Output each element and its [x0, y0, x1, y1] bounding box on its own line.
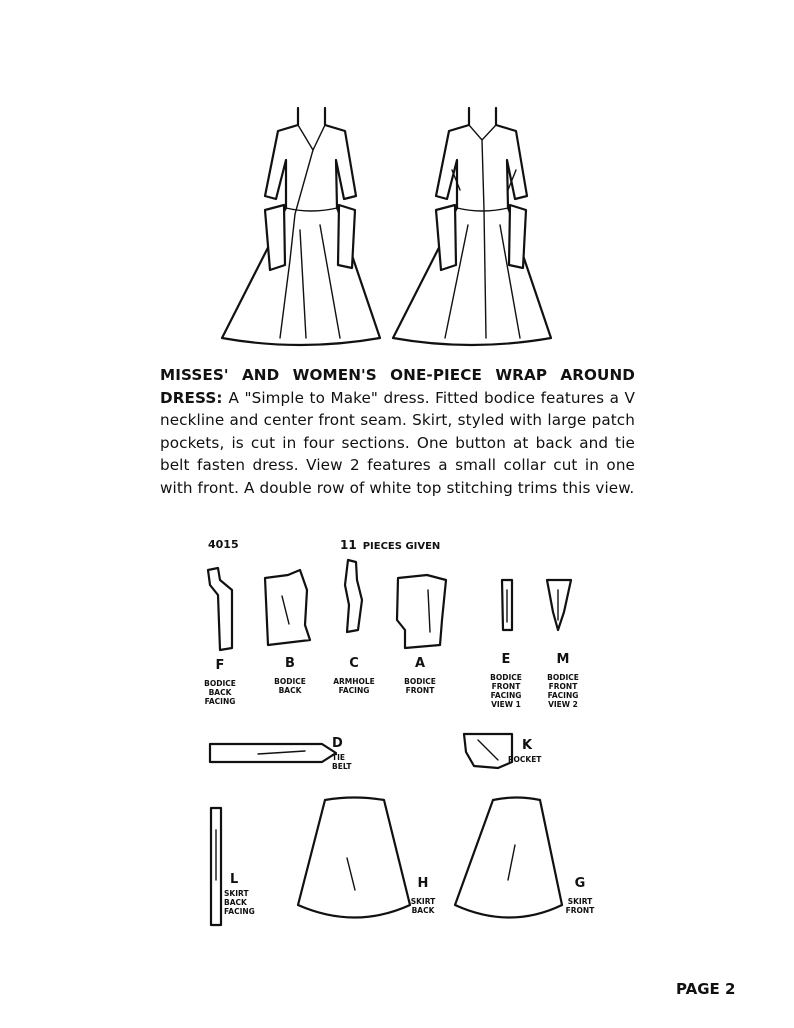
piece-shape-f [208, 568, 232, 650]
piece-shape-c [345, 560, 362, 632]
piece-c [330, 656, 378, 695]
pattern-number: 4015 [208, 538, 239, 551]
piece-letter: E [501, 652, 511, 667]
piece-letter: L [230, 872, 239, 887]
piece-e [484, 652, 528, 709]
piece-shape-k [464, 734, 512, 768]
description-body: A "Simple to Make" dress. Fitted bodice features a V neckline and center front seam. Skirt, styled with large patch pockets, is cut in four sections. One button at back and tie belt fasten dress. View 2 features a small collar cut in one with front. A double row of white top stitching trims this view. [160, 388, 636, 497]
piece-g [564, 876, 596, 915]
piece-h [408, 876, 438, 915]
piece-name: ARMHOLE FACING [333, 677, 375, 695]
piece-name: BODICE BACK FACING [204, 679, 236, 706]
piece-m [541, 652, 585, 709]
piece-name: BODICE FRONT FACING VIEW 1 [490, 673, 522, 709]
piece-name: SKIRT FRONT [565, 897, 595, 915]
piece-name: SKIRT BACK [410, 897, 436, 915]
piece-shape-a [397, 575, 446, 648]
piece-letter: M [556, 652, 570, 667]
piece-shape-m [547, 580, 571, 630]
piece-f [200, 658, 240, 706]
piece-l [224, 872, 264, 916]
piece-shape-b [265, 570, 310, 645]
description-lead: MISSES' AND WOMEN'S ONE-PIECE WRAP AROUND DRESS: [160, 366, 635, 407]
piece-d [332, 736, 362, 771]
pieces-count: 11 [340, 538, 357, 552]
piece-letter: B [285, 656, 295, 671]
piece-letter: F [215, 658, 225, 673]
piece-a [398, 656, 442, 695]
piece-k [508, 738, 558, 764]
page-number: PAGE 2 [676, 980, 736, 998]
piece-b [270, 656, 310, 695]
piece-letter: A [414, 656, 426, 671]
piece-shape-h [298, 798, 410, 918]
piece-letter: D [332, 736, 343, 751]
piece-name: POCKET [508, 755, 542, 764]
piece-name: BODICE BACK [274, 677, 306, 695]
piece-name: TIE BELT [332, 753, 352, 771]
piece-name: SKIRT BACK FACING [224, 889, 255, 916]
piece-name: BODICE FRONT [404, 677, 436, 695]
piece-letter: C [349, 656, 359, 671]
piece-letter: H [417, 876, 429, 891]
piece-shape-g [455, 798, 562, 918]
piece-letter: K [522, 738, 533, 753]
pieces-given-label: PIECES GIVEN [362, 541, 441, 552]
piece-letter: G [574, 876, 586, 891]
piece-name: BODICE FRONT FACING VIEW 2 [547, 673, 579, 709]
